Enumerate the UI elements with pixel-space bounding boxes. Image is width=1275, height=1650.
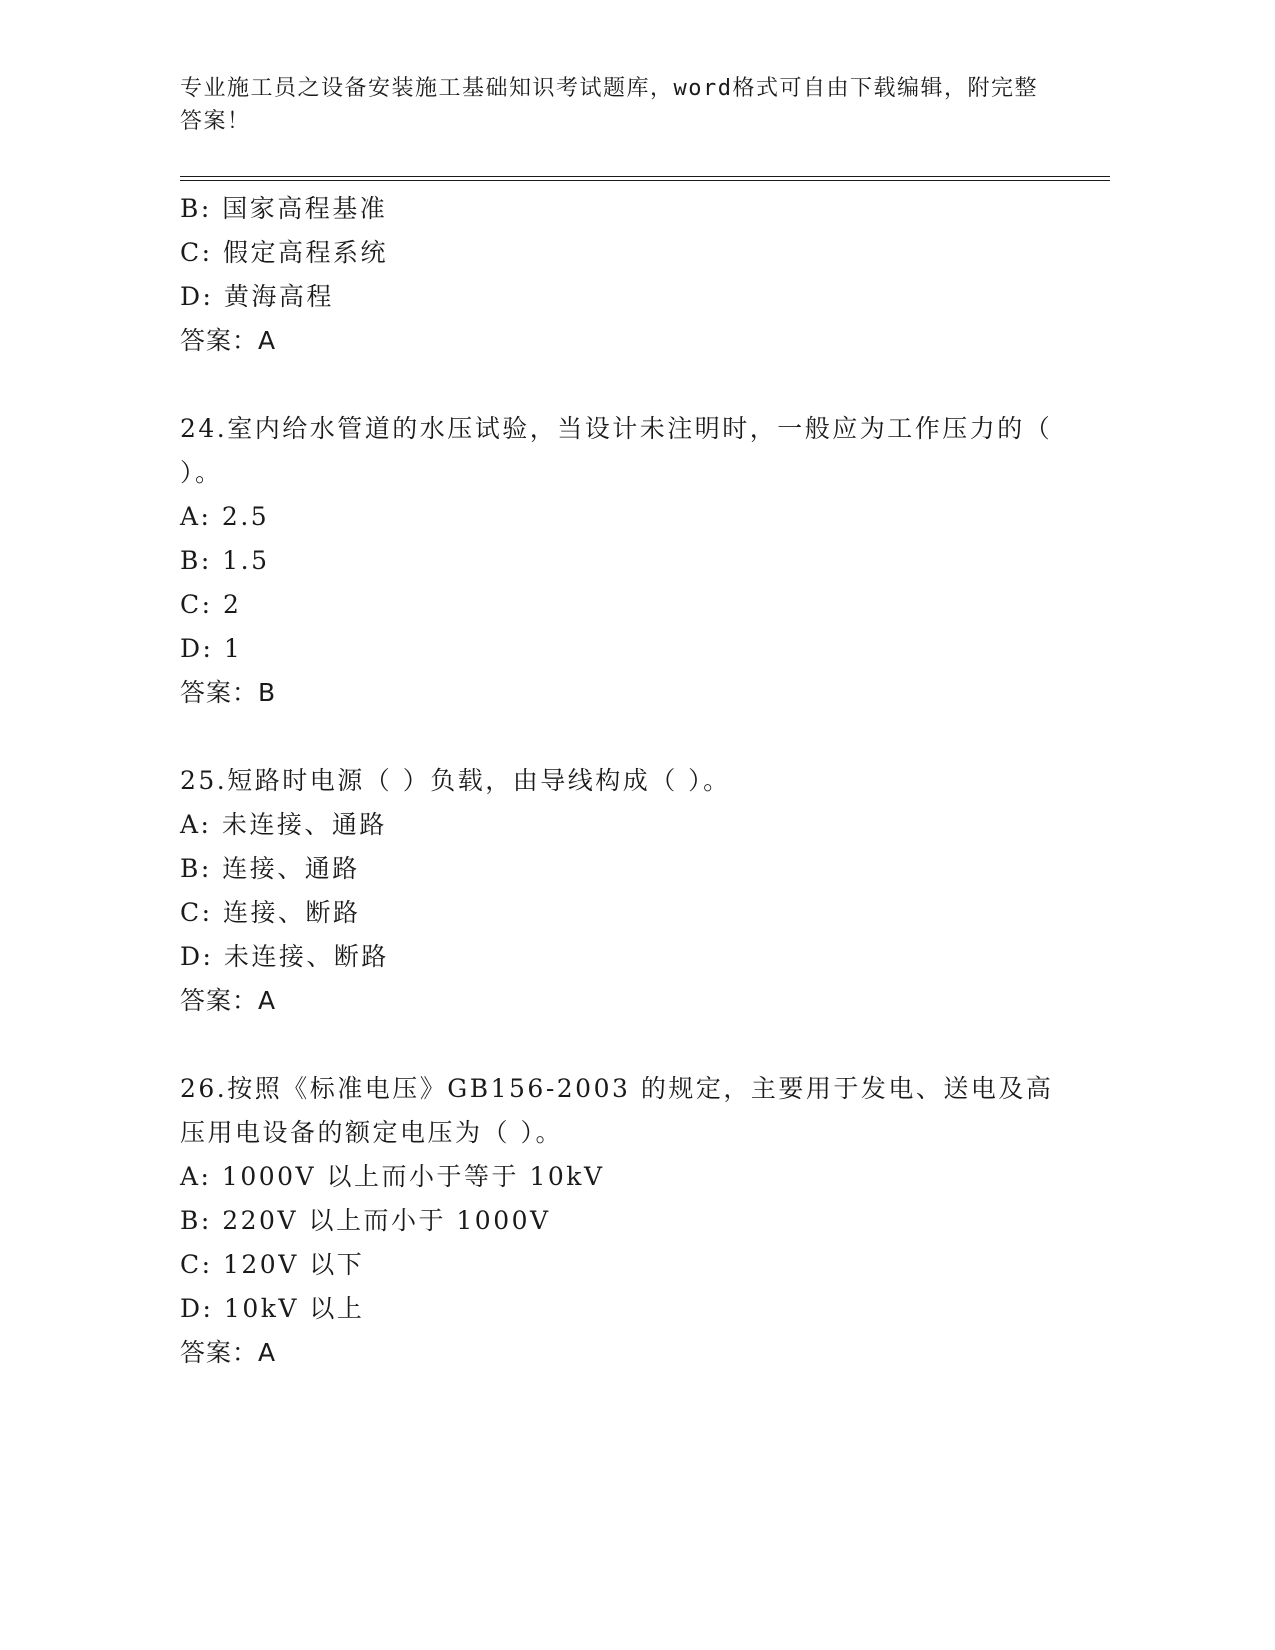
option-c: C: 连接、断路 xyxy=(180,898,361,927)
option-d: D: 未连接、断路 xyxy=(180,942,389,971)
question-fragment-23 xyxy=(180,187,1080,363)
question-stem: 26.按照《标准电压》GB156-2003 的规定，主要用于发电、送电及高压用电设备的额定电压为（ ）。 xyxy=(180,1074,1054,1147)
option-a: A: 未连接、通路 xyxy=(180,810,387,839)
question-26 xyxy=(180,1067,1080,1375)
option-d: D: 黄海高程 xyxy=(180,282,334,311)
answer-line: 答案：A xyxy=(180,326,277,355)
option-c: C: 2 xyxy=(180,590,242,619)
option-b: B: 国家高程基准 xyxy=(180,194,388,223)
answer-line: 答案：A xyxy=(180,986,277,1015)
spacer xyxy=(180,715,1080,759)
document-header xyxy=(180,72,1060,138)
option-c: C: 假定高程系统 xyxy=(180,238,388,267)
header-title-part2: 格式可自由下载编辑，附完整答案！ xyxy=(180,76,1039,134)
option-d: D: 1 xyxy=(180,634,243,663)
option-a: A: 2.5 xyxy=(180,502,270,531)
answer-line: 答案：B xyxy=(180,678,277,707)
option-a: A: 1000V 以上而小于等于 10kV xyxy=(180,1162,605,1191)
question-stem: 25.短路时电源（ ）负载，由导线构成（ ）。 xyxy=(180,766,731,795)
option-b: B: 220V 以上而小于 1000V xyxy=(180,1206,551,1235)
option-b: B: 1.5 xyxy=(180,546,270,575)
question-24 xyxy=(180,407,1080,715)
spacer xyxy=(180,363,1080,407)
option-c: C: 120V 以下 xyxy=(180,1250,365,1279)
spacer xyxy=(180,1023,1080,1067)
header-divider xyxy=(180,176,1110,181)
option-d: D: 10kV 以上 xyxy=(180,1294,365,1323)
answer-line: 答案：A xyxy=(180,1338,277,1367)
question-list xyxy=(180,187,1080,1375)
question-stem: 24.室内给水管道的水压试验，当设计未注明时，一般应为工作压力的（ ）。 xyxy=(180,414,1053,487)
header-title-word: word xyxy=(673,76,733,101)
question-25 xyxy=(180,759,1080,1023)
header-title-part1: 专业施工员之设备安装施工基础知识考试题库， xyxy=(180,76,674,101)
option-b: B: 连接、通路 xyxy=(180,854,360,883)
